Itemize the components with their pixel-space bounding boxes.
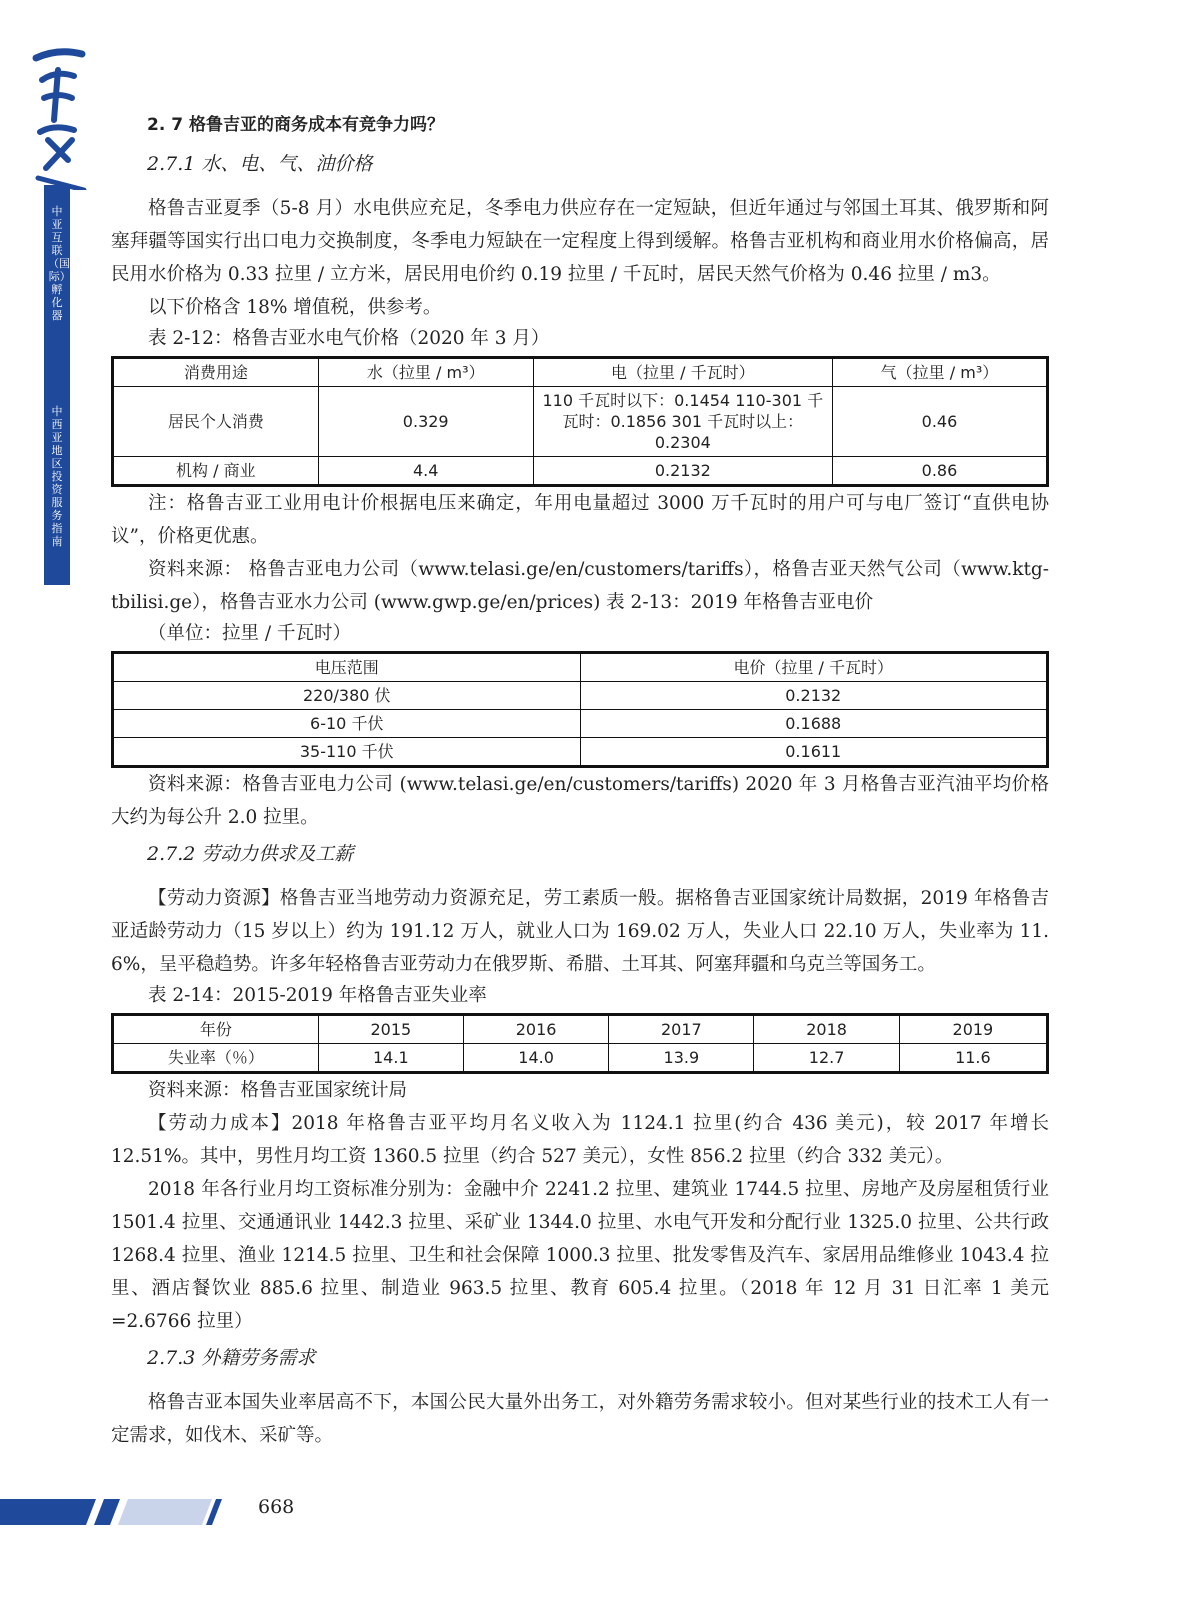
table-header-cell: 2017	[609, 1015, 754, 1044]
table-cell: 35-110 千伏	[113, 738, 581, 767]
table-header-cell: 消费用途	[113, 358, 319, 387]
source-note: 资料来源：格鲁吉亚电力公司 (www.telasi.ge/en/customers/tariffs) 2020 年 3 月格鲁吉亚汽油平均价格大约为每公升 2.0 拉里。	[111, 774, 1049, 828]
table-cell: 110 千瓦时以下：0.1454 110-301 千瓦时：0.1856 301 千瓦时以上：0.2304	[533, 387, 832, 457]
table-header-cell: 2018	[754, 1015, 899, 1044]
paragraph: 格鲁吉亚本国失业率居高不下，本国公民大量外出务工，对外籍劳务需求较小。但对某些行业的技术工人有一定需求，如伐木、采矿等。	[111, 1392, 1049, 1446]
table-cell: 11.6	[899, 1044, 1047, 1073]
table-row	[113, 682, 1048, 710]
table-cell: 0.1688	[580, 710, 1048, 738]
page-content	[111, 108, 1049, 1452]
table-cell: 居民个人消费	[113, 387, 319, 457]
table-header-cell: 气（拉里 / m³）	[832, 358, 1047, 387]
unemployment-table	[111, 1013, 1049, 1074]
table-note: 注：格鲁吉亚工业用电计价根据电压来确定，年用电量超过 3000 万千瓦时的用户可与电厂签订“直供电协议”，价格更优惠。	[111, 493, 1049, 547]
paragraph: 格鲁吉亚夏季（5-8 月）水电供应充足，冬季电力供应存在一定短缺，但近年通过与邻国土耳其、俄罗斯和阿塞拜疆等国实行出口电力交换制度，冬季电力短缺在一定程度上得到缓解。格鲁吉亚机构和商业用水价格偏高，居民用水价格为 0.33 拉里 / 立方米，居民用电价约 0.19 拉里 / 千瓦时，居民天然气价格为 0.46 拉里 / m3。	[111, 198, 1049, 285]
table-cell: 4.4	[318, 457, 533, 486]
page-number: 668	[258, 1496, 295, 1518]
table-cell: 机构 / 商业	[113, 457, 319, 486]
table-header-row	[113, 1015, 1048, 1044]
paragraph: 2018 年各行业月均工资标准分别为：金融中介 2241.2 拉里、建筑业 1744.5 拉里、房地产及房屋租赁行业 1501.4 拉里、交通通讯业 1442.3 拉里、采矿业 1344.0 拉里、水电气开发和分配行业 1325.0 拉里、公共行政 1268.4 拉里、渔业 1214.5 拉里、卫生和社会保障 1000.3 拉里、批发零售及汽车、家居用品维修业 1043.4 拉里、酒店餐饮业 885.6 拉里、制造业 963.5 拉里、教育 605.4 拉里。（2018 年 12 月 31 日汇率 1 美元 =2.6766 拉里）	[111, 1179, 1049, 1332]
table-cell: 6-10 千伏	[113, 710, 581, 738]
table-cell: 13.9	[609, 1044, 754, 1073]
table-cell: 0.2132	[533, 457, 832, 486]
table-cell: 12.7	[754, 1044, 899, 1073]
table-row	[113, 387, 1048, 457]
source-note: 资料来源： 格鲁吉亚电力公司（www.telasi.ge/en/customers/tariffs），格鲁吉亚天然气公司（www.ktg-tbilisi.ge），格鲁吉亚水力公司 (www.gwp.ge/en/prices) 表 2-13：2019 年格鲁吉亚电价	[111, 559, 1049, 613]
table-cell: 0.86	[832, 457, 1047, 486]
belt-road-logo	[28, 40, 88, 190]
table-row	[113, 457, 1048, 486]
table-header-row	[113, 653, 1048, 682]
unit-caption: （单位：拉里 / 千瓦时）	[148, 623, 351, 644]
table-cell: 0.2132	[580, 682, 1048, 710]
table-header-cell: 年份	[113, 1015, 319, 1044]
table-header-cell: 水（拉里 / m³）	[318, 358, 533, 387]
table-header-cell: 2015	[318, 1015, 463, 1044]
subsection-title-273: 2.7.3 外籍劳务需求	[147, 1347, 316, 1369]
table-row	[113, 1044, 1048, 1073]
paragraph: 以下价格含 18% 增值税，供参考。	[148, 297, 442, 318]
source-note: 资料来源：格鲁吉亚国家统计局	[148, 1080, 408, 1101]
table-row	[113, 738, 1048, 767]
table-caption: 表 2-12：格鲁吉亚水电气价格（2020 年 3 月）	[148, 328, 550, 349]
table-header-cell: 电压范围	[113, 653, 581, 682]
paragraph: 【劳动力资源】格鲁吉亚当地劳动力资源充足，劳工素质一般。据格鲁吉亚国家统计局数据，2019 年格鲁吉亚适龄劳动力（15 岁以上）约为 191.12 万人，就业人口为 169.02 万人，失业人口 22.10 万人，失业率为 11. 6%，呈平稳趋势。许多年轻格鲁吉亚劳动力在俄罗斯、希腊、土耳其、阿塞拜疆和乌克兰等国务工。	[111, 888, 1049, 975]
subsection-title-272: 2.7.2 劳动力供求及工薪	[147, 843, 354, 865]
table-cell: 0.329	[318, 387, 533, 457]
section-title: 2. 7 格鲁吉亚的商务成本有竞争力吗？	[147, 115, 444, 135]
table-cell: 14.0	[463, 1044, 608, 1073]
table-header-cell: 2016	[463, 1015, 608, 1044]
table-row	[113, 710, 1048, 738]
footer-stripes-decoration	[0, 1495, 230, 1529]
table-cell: 220/380 伏	[113, 682, 581, 710]
table-header-cell: 电价（拉里 / 千瓦时）	[580, 653, 1048, 682]
subsection-title-271: 2.7.1 水、电、气、油价格	[147, 153, 373, 175]
table-header-cell: 2019	[899, 1015, 1047, 1044]
table-caption: 表 2-14：2015-2019 年格鲁吉亚失业率	[148, 985, 487, 1006]
table-cell: 失业率（％）	[113, 1044, 319, 1073]
table-header-cell: 电（拉里 / 千瓦时）	[533, 358, 832, 387]
table-cell: 0.46	[832, 387, 1047, 457]
sidebar-label-top: 中亚互联（国际）孵化器	[48, 205, 70, 322]
table-cell: 0.1611	[580, 738, 1048, 767]
table-cell: 14.1	[318, 1044, 463, 1073]
utility-price-table	[111, 356, 1049, 487]
paragraph: 【劳动力成本】2018 年格鲁吉亚平均月名义收入为 1124.1 拉里(约合 436 美元)，较 2017 年增长 12.51%。其中，男性月均工资 1360.5 拉里（约合 527 美元），女性 856.2 拉里（约合 332 美元）。	[111, 1113, 1049, 1167]
sidebar-label-bottom: 中西亚地区投资服务指南	[51, 405, 63, 548]
table-header-row	[113, 358, 1048, 387]
electricity-price-table	[111, 651, 1049, 768]
